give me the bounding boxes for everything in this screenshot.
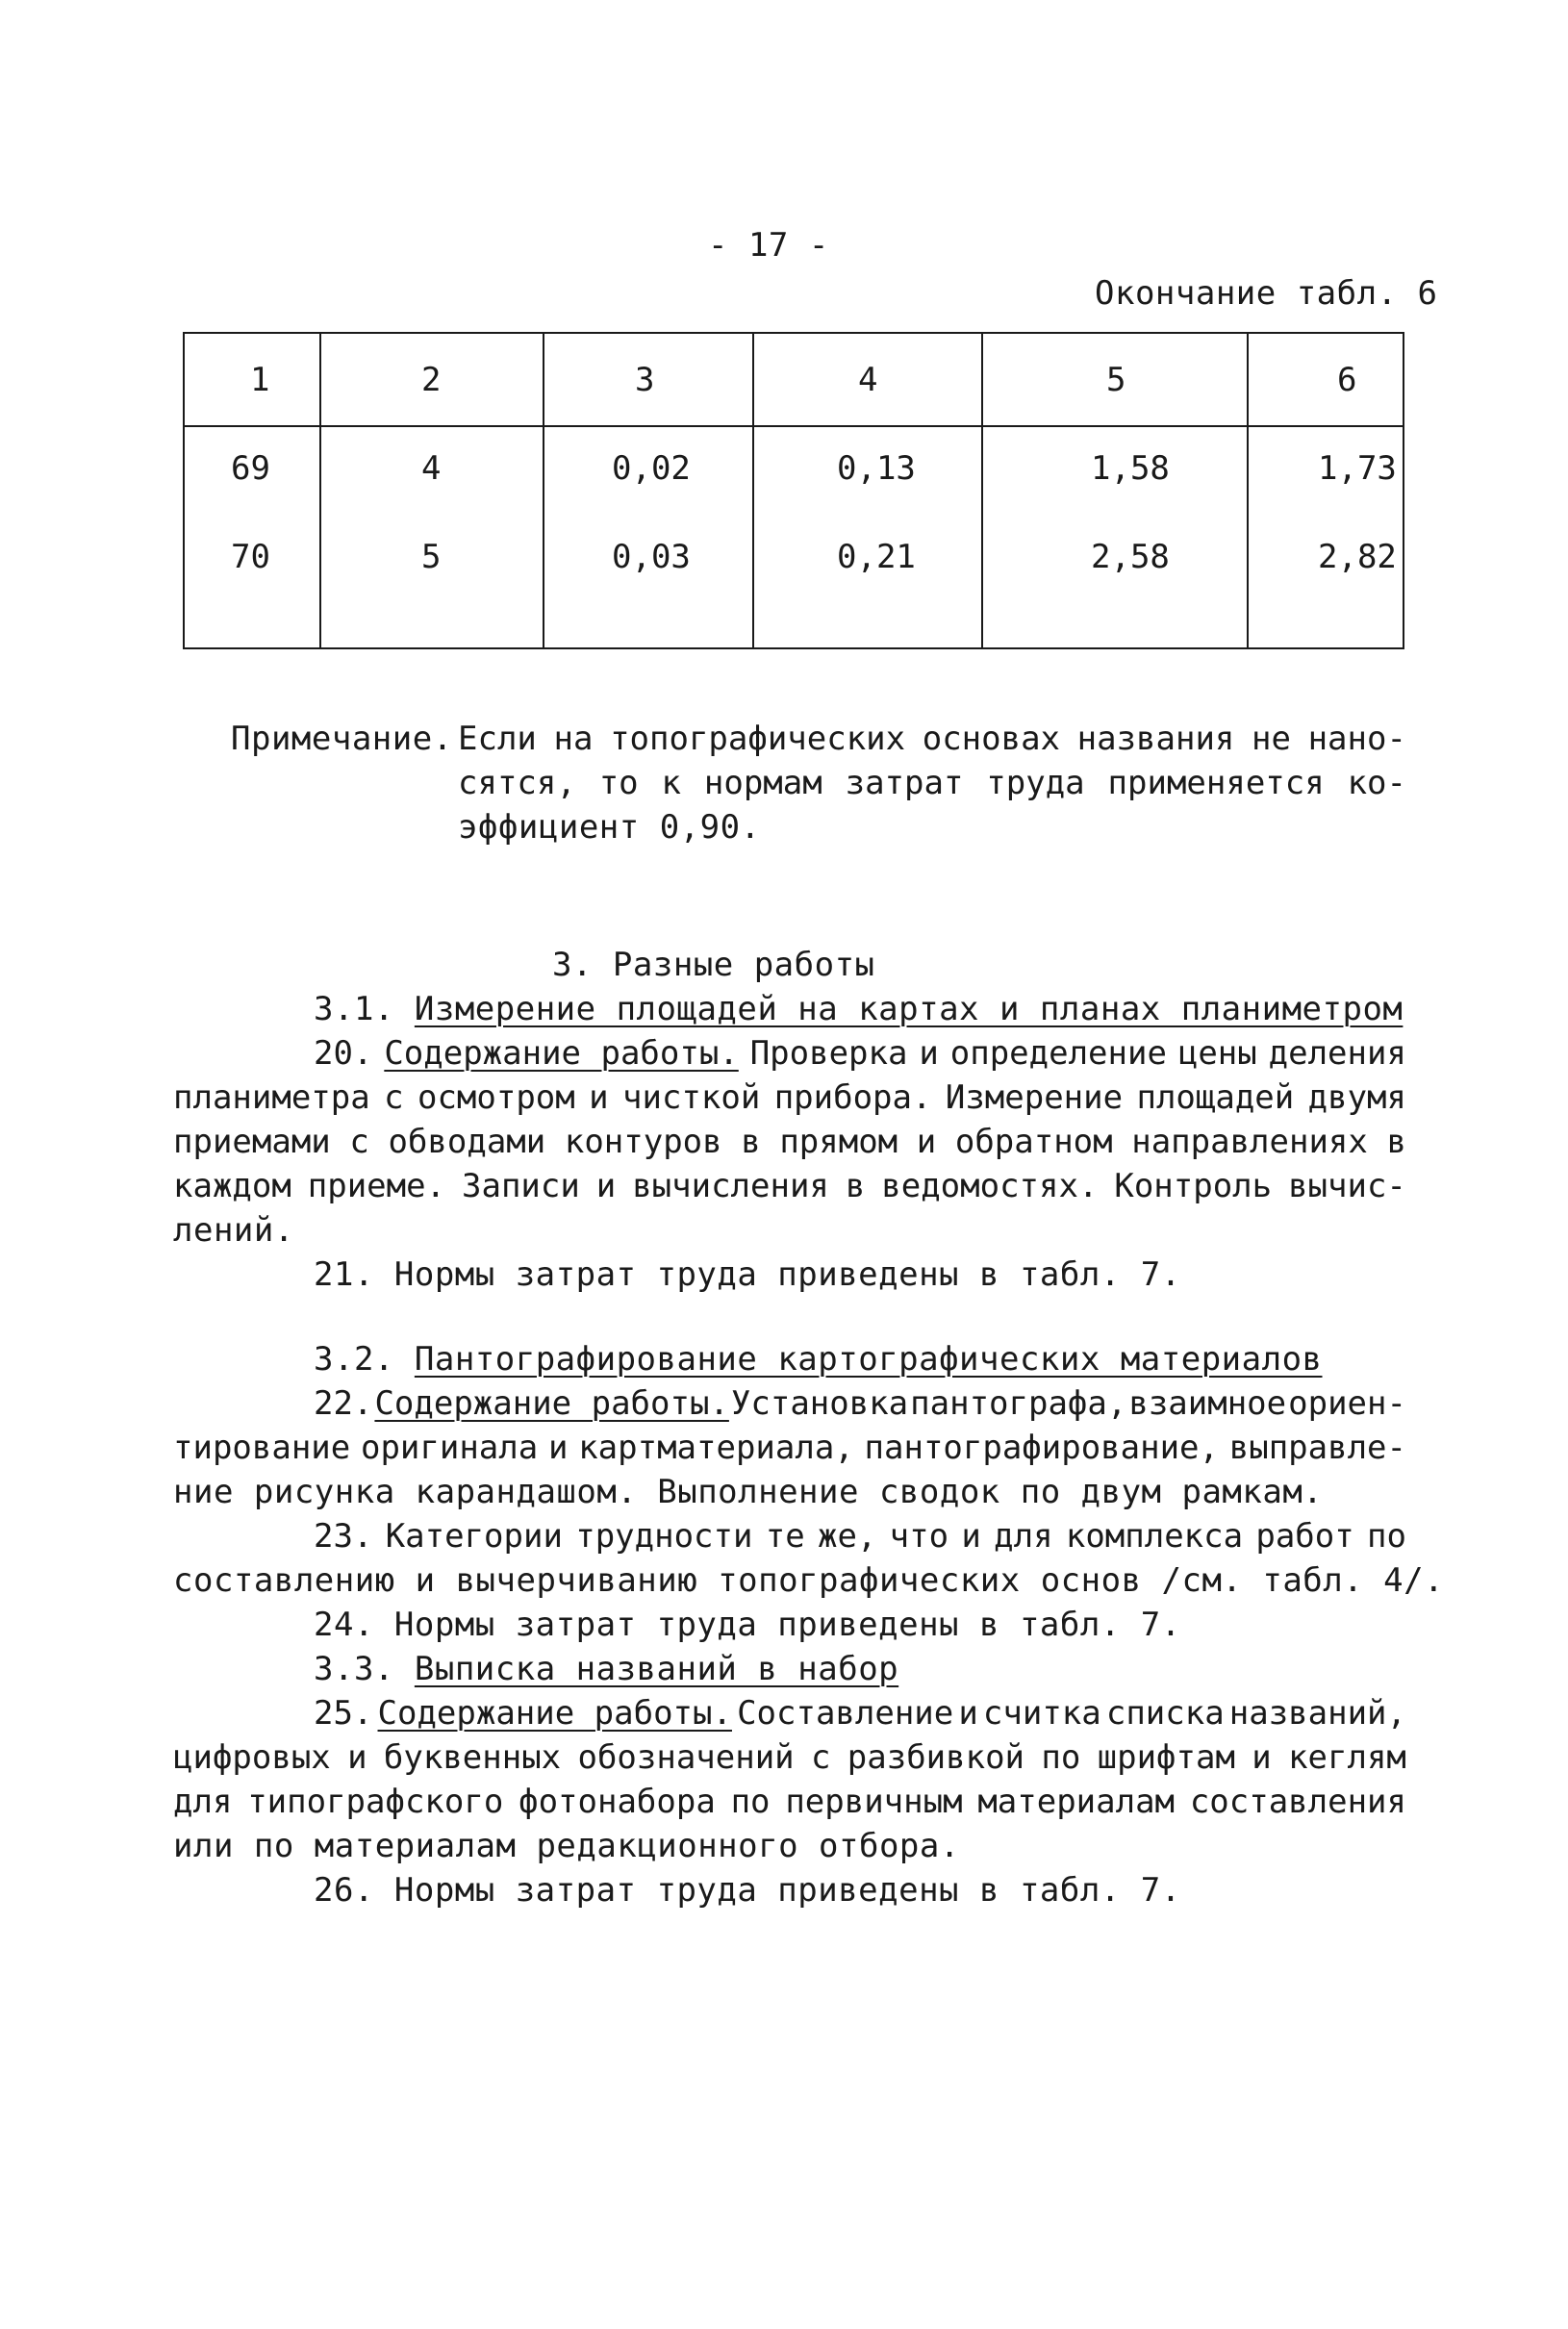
page-number: - 17 - bbox=[708, 226, 829, 265]
table-cell: 5 bbox=[421, 538, 442, 576]
content-label: Содержание работы. bbox=[374, 1384, 729, 1423]
table-header-cell: 6 bbox=[1337, 361, 1357, 399]
subsection-heading bbox=[314, 1647, 898, 1691]
subsection-heading bbox=[314, 1337, 1323, 1381]
table-header-cell: 2 bbox=[421, 361, 442, 399]
paragraph-line: 21. Нормы затрат труда приведены в табл. 7. bbox=[314, 1255, 1181, 1294]
table-cell: 70 bbox=[231, 538, 270, 576]
subsection-title: Выписка названий в набор bbox=[414, 1650, 899, 1688]
subsection-title: Измерение площадей на картах и планах планиметром bbox=[414, 990, 1404, 1028]
paragraph-line: тирование оригинала и картматериала, пантографирование, выправле- bbox=[173, 1429, 1406, 1467]
table-header-cell: 5 bbox=[1106, 361, 1126, 399]
subsection-number: 3.1. bbox=[314, 990, 394, 1028]
paragraph-line: для типографского фотонабора по первичным материалам составления bbox=[173, 1783, 1406, 1821]
note-line: Если на топографических основах названия не нано- bbox=[458, 720, 1406, 758]
table-caption: Окончание табл. 6 bbox=[1095, 274, 1438, 313]
section-title: 3. Разные работы bbox=[552, 946, 875, 984]
content-label: Содержание работы. bbox=[384, 1034, 739, 1073]
paragraph-line: 20. Содержание работы. Проверка и определение цены деления bbox=[314, 1031, 1406, 1076]
table-cell: 0,21 bbox=[837, 538, 916, 576]
table-header-cell: 4 bbox=[858, 361, 878, 399]
subsection-heading bbox=[314, 987, 1403, 1031]
note-label: Примечание. bbox=[231, 720, 453, 758]
subsection-number: 3.2. bbox=[314, 1340, 394, 1379]
note-line: эффициент 0,90. bbox=[458, 808, 761, 847]
paragraph-line: лений. bbox=[173, 1211, 294, 1250]
table-cell: 0,02 bbox=[612, 449, 691, 488]
paragraph-line: ние рисунка карандашом. Выполнение сводок по двум рамкам. bbox=[173, 1473, 1324, 1511]
paragraph-line: каждом приеме. Записи и вычисления в ведомостях. Контроль вычис- bbox=[173, 1167, 1406, 1205]
table-cell: 2,58 bbox=[1091, 538, 1170, 576]
table-cell: 0,03 bbox=[612, 538, 691, 576]
paragraph-line: цифровых и буквенных обозначений с разбивкой по шрифтам и кеглям bbox=[173, 1738, 1406, 1777]
table-cell: 4 bbox=[421, 449, 442, 488]
table-cell: 1,58 bbox=[1091, 449, 1170, 488]
paragraph-line: 26. Нормы затрат труда приведены в табл. 7. bbox=[314, 1871, 1181, 1910]
subsection-title: Пантографирование картографических материалов bbox=[414, 1340, 1323, 1379]
table-cell: 69 bbox=[231, 449, 270, 488]
paragraph-line: 22. Содержание работы. Установка пантографа, взаимное ориен- bbox=[314, 1381, 1406, 1426]
paragraph-line: 25. Содержание работы. Составление и считка списка названий, bbox=[314, 1691, 1406, 1735]
table-header-cell: 3 bbox=[635, 361, 655, 399]
table-cell: 0,13 bbox=[837, 449, 916, 488]
table-cell: 1,73 bbox=[1318, 449, 1397, 488]
paragraph-line: планиметра с осмотром и чисткой прибора. Измерение площадей двумя bbox=[173, 1078, 1406, 1117]
paragraph-line: составлению и вычерчиванию топографических основ /см. табл. 4/. bbox=[173, 1561, 1445, 1600]
data-table bbox=[183, 332, 1404, 649]
paragraph-line: 23. Категории трудности те же, что и для комплекса работ по bbox=[314, 1517, 1406, 1556]
content-label: Содержание работы. bbox=[377, 1694, 732, 1733]
table-cell: 2,82 bbox=[1318, 538, 1397, 576]
table-header-cell: 1 bbox=[250, 361, 270, 399]
paragraph-line: 24. Нормы затрат труда приведены в табл. 7. bbox=[314, 1606, 1181, 1644]
note-line: сятся, то к нормам затрат труда применяется ко- bbox=[458, 764, 1406, 802]
paragraph-line: приемами с обводами контуров в прямом и обратном направлениях в bbox=[173, 1123, 1406, 1161]
paragraph-line: или по материалам редакционного отбора. bbox=[173, 1827, 960, 1865]
subsection-number: 3.3. bbox=[314, 1650, 394, 1688]
